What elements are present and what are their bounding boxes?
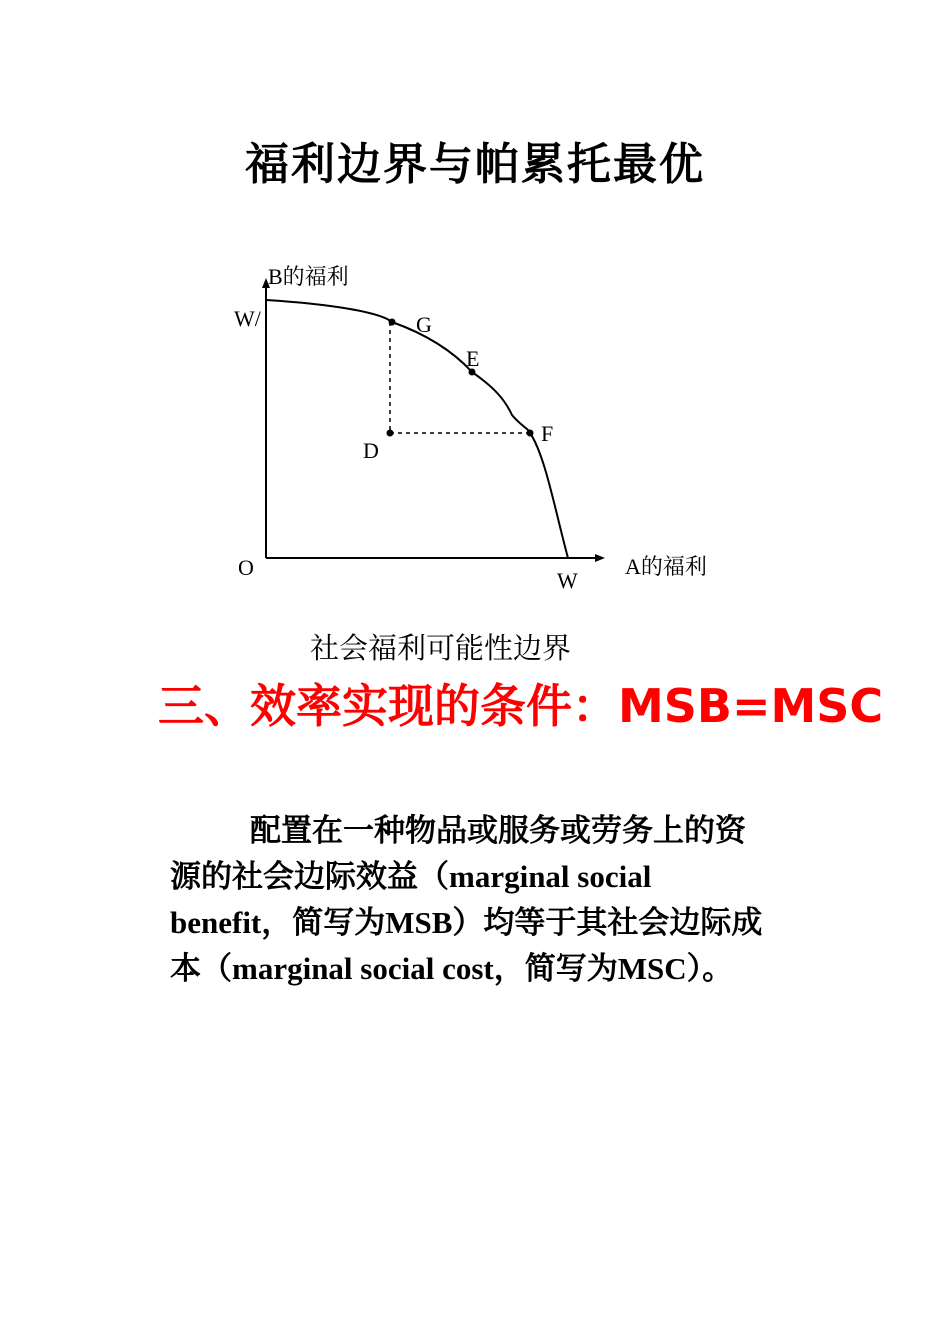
x-intercept-label: W (557, 568, 578, 593)
section-heading: 三、效率实现的条件：MSB=MSC (158, 679, 884, 733)
page-title: 福利边界与帕累托最优 (245, 139, 705, 190)
body-paragraph-block (170, 808, 770, 992)
y-intercept-label: W/ (234, 306, 261, 331)
point-f-label: F (541, 421, 554, 446)
x-axis-label: A的福利 (625, 554, 707, 579)
point-d-label: D (363, 438, 379, 463)
point-g-label: G (416, 312, 432, 337)
point-e-label: E (466, 346, 480, 371)
y-axis-label: B的福利 (268, 264, 349, 289)
body-paragraph: 配置在一种物品或服务或劳务上的资源的社会边际效益（marginal social benefit，简写为MSB）均等于其社会边际成本（marginal social cost，简写为MSC）。 (170, 813, 763, 986)
point-d (387, 430, 394, 437)
point-g (389, 319, 396, 326)
point-f (527, 430, 534, 437)
figure-caption: 社会福利可能性边界 (310, 631, 572, 665)
x-axis-arrow (595, 554, 605, 562)
welfare-frontier-curve (266, 300, 568, 558)
origin-label: O (238, 555, 254, 580)
welfare-frontier-diagram (0, 0, 950, 620)
